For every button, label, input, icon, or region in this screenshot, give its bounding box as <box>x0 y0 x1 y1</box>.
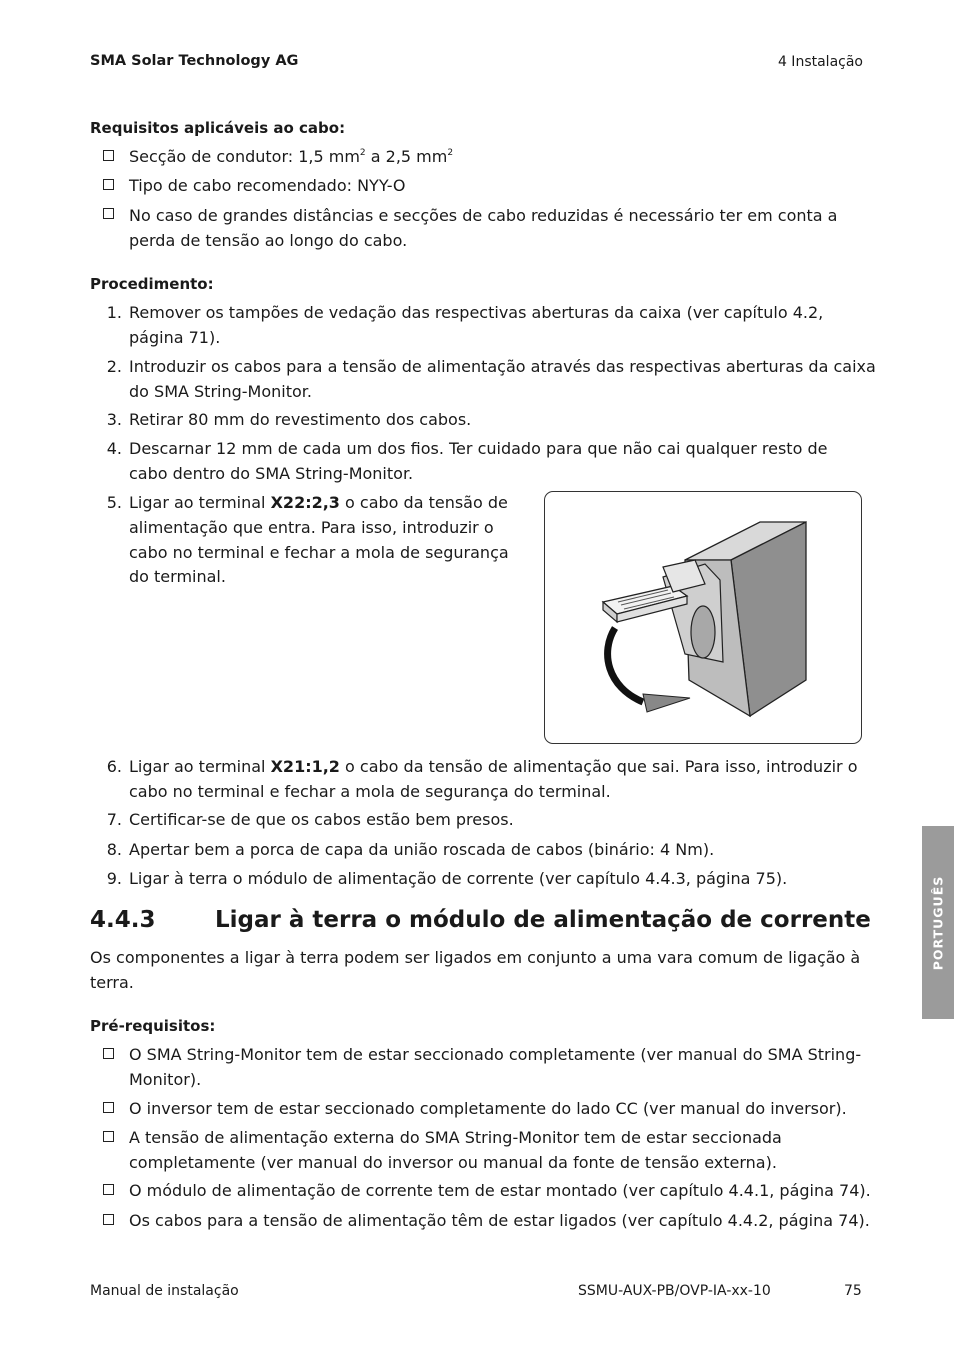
step-6-line2: cabo no terminal e fechar a mola de segurança do terminal. <box>129 782 611 801</box>
prerequisite-1-line1: O SMA String-Monitor tem de estar seccionado completamente (ver manual do SMA String- <box>129 1045 862 1064</box>
cable-requirements-title: Requisitos aplicáveis ao cabo: <box>90 119 346 137</box>
step-2-line1: Introduzir os cabos para a tensão de alimentação através das respectivas aberturas da caixa <box>129 357 876 376</box>
step-number: 8. <box>106 840 122 859</box>
checkbox-icon <box>103 1048 114 1059</box>
step-number: 4. <box>106 439 122 458</box>
checkbox-icon <box>103 179 114 190</box>
step-5-line2: alimentação que entra. Para isso, introduzir o <box>129 518 494 537</box>
step-6-line1: Ligar ao terminal X21:1,2 o cabo da tensão de alimentação que sai. Para isso, introduzir o <box>129 757 858 776</box>
checkbox-icon <box>103 1184 114 1195</box>
cable-requirement-1: Secção de condutor: 1,5 $mm^2$ a 2,5 $mm^2$ <box>129 147 454 166</box>
footer-doc-code: SSMU-AUX-PB/OVP-IA-xx-10 <box>578 1283 771 1299</box>
cable-requirement-3-line1: No caso de grandes distâncias e secções de cabo reduzidas é necessário ter em conta a <box>129 206 838 225</box>
checkbox-icon <box>103 1131 114 1142</box>
step-2-line2: do SMA String-Monitor. <box>129 382 312 401</box>
footer-page-number: 75 <box>844 1283 862 1299</box>
terminal-illustration <box>544 491 862 744</box>
step-3-line1: Retirar 80 mm do revestimento dos cabos. <box>129 410 472 429</box>
prerequisite-1-line2: Monitor). <box>129 1070 202 1089</box>
step-number: 6. <box>106 757 122 776</box>
step-5-line3: cabo no terminal e fechar a mola de segurança <box>129 543 509 562</box>
step-1-line2: página 71). <box>129 328 221 347</box>
step-number: 3. <box>106 410 122 429</box>
step-number: 5. <box>106 493 122 512</box>
step-5-line4: do terminal. <box>129 567 226 586</box>
procedure-title: Procedimento: <box>90 275 214 293</box>
step-7-line1: Certificar-se de que os cabos estão bem presos. <box>129 810 514 829</box>
step-1-line1: Remover os tampões de vedação das respectivas aberturas da caixa (ver capítulo 4.2, <box>129 303 824 322</box>
prerequisite-5: Os cabos para a tensão de alimentação têm de estar ligados (ver capítulo 4.4.2, página 74). <box>129 1211 870 1230</box>
header-company: SMA Solar Technology AG <box>90 53 299 69</box>
cable-requirement-3-line2: perda de tensão ao longo do cabo. <box>129 231 408 250</box>
step-number: 9. <box>106 869 122 888</box>
step-5-line1: Ligar ao terminal X22:2,3 o cabo da tensão de <box>129 493 508 512</box>
terminal-spring-icon <box>545 492 861 743</box>
prerequisite-3-line1: A tensão de alimentação externa do SMA String-Monitor tem de estar seccionada <box>129 1128 782 1147</box>
prerequisite-2: O inversor tem de estar seccionado completamente do lado CC (ver manual do inversor). <box>129 1099 847 1118</box>
step-number: 7. <box>106 810 122 829</box>
step-4-line1: Descarnar 12 mm de cada um dos fios. Ter cuidado para que não cai qualquer resto de <box>129 439 828 458</box>
checkbox-icon <box>103 208 114 219</box>
checkbox-icon <box>103 1214 114 1225</box>
prerequisite-4: O módulo de alimentação de corrente tem de estar montado (ver capítulo 4.4.1, página 74). <box>129 1181 871 1200</box>
section-intro-line1: Os componentes a ligar à terra podem ser ligados em conjunto a uma vara comum de ligação à <box>90 948 861 967</box>
cable-requirement-2: Tipo de cabo recomendado: NYY-O <box>129 176 406 195</box>
section-heading: 4.4.3 Ligar à terra o módulo de alimentação de corrente <box>90 907 871 933</box>
prerequisite-3-line2: completamente (ver manual do inversor ou manual da fonte de tensão externa). <box>129 1153 777 1172</box>
header-chapter: 4 Instalação <box>777 54 863 70</box>
step-9-line1: Ligar à terra o módulo de alimentação de corrente (ver capítulo 4.4.3, página 75). <box>129 869 788 888</box>
checkbox-icon <box>103 150 114 161</box>
step-number: 1. <box>106 303 122 322</box>
section-intro-line2: terra. <box>90 973 134 992</box>
footer-manual-name: Manual de instalação <box>90 1283 239 1299</box>
prerequisites-title: Pré-requisitos: <box>90 1017 216 1035</box>
checkbox-icon <box>103 1102 114 1113</box>
step-4-line2: cabo dentro do SMA String-Monitor. <box>129 464 414 483</box>
language-side-tab: PORTUGUÊS <box>922 826 954 1019</box>
step-8-line1: Apertar bem a porca de capa da união roscada de cabos (binário: 4 Nm). <box>129 840 715 859</box>
step-number: 2. <box>106 357 122 376</box>
